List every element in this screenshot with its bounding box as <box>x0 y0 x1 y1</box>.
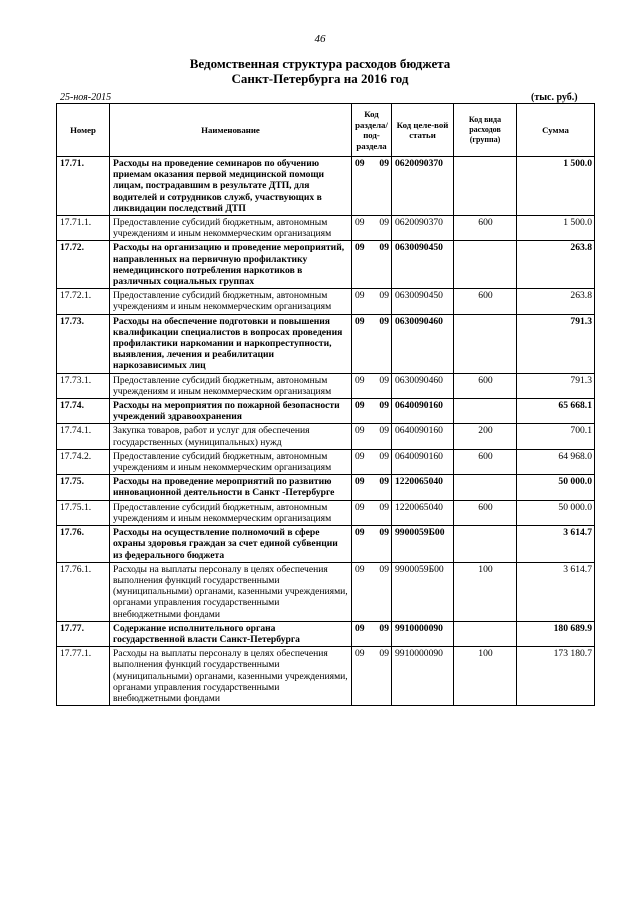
row-sum: 64 968.0 <box>517 449 595 474</box>
table-row <box>57 314 595 373</box>
row-sum: 263.8 <box>517 241 595 289</box>
row-target-code: 0630090460 <box>392 373 454 398</box>
row-section-code: 09 <box>355 217 365 229</box>
row-number: 17.73.1. <box>57 373 110 398</box>
row-section-code: 09 <box>355 242 365 254</box>
row-section <box>352 526 392 563</box>
row-name: Предоставление субсидий бюджетным, автономным учреждениям и иным некоммерческим организациям <box>110 449 352 474</box>
header-sum: Сумма <box>517 104 595 157</box>
row-section <box>352 562 392 621</box>
row-section-code: 09 <box>355 290 365 302</box>
row-name: Расходы на осуществление полномочий в сфере охраны здоровья граждан за счет единой субвенции из федерального бюджета <box>110 526 352 563</box>
row-name: Предоставление субсидий бюджетным, автономным учреждениям и иным некоммерческим организациям <box>110 289 352 314</box>
row-subsection-code: 09 <box>379 400 389 412</box>
row-subsection-code: 09 <box>379 450 389 462</box>
row-sum: 263.8 <box>517 289 595 314</box>
row-name: Расходы на организацию и проведение мероприятий, направленных на первичную профилактику немедицинского потребления наркотиков в различных социальных группах <box>110 241 352 289</box>
row-kind-code <box>454 475 517 500</box>
row-kind-code <box>454 526 517 563</box>
row-section <box>352 289 392 314</box>
row-name: Расходы на выплаты персоналу в целях обеспечения выполнения функций государственными (муниципальными) органами, казенными учреждениями, органами управления государственными внебюджетными фондами <box>110 647 352 706</box>
row-subsection-code: 09 <box>379 315 389 327</box>
row-subsection-code: 09 <box>379 501 389 513</box>
row-number: 17.72.1. <box>57 289 110 314</box>
table-row <box>57 647 595 706</box>
row-number: 17.75. <box>57 475 110 500</box>
row-subsection-code: 09 <box>379 290 389 302</box>
row-sum: 1 500.0 <box>517 216 595 241</box>
row-name: Расходы на проведение мероприятий по развитию инновационной деятельности в Санкт -Петербурге <box>110 475 352 500</box>
row-sum: 173 180.7 <box>517 647 595 706</box>
row-section <box>352 241 392 289</box>
row-kind-code: 100 <box>454 562 517 621</box>
row-sum: 791.3 <box>517 373 595 398</box>
row-name: Содержание исполнительного органа государственной власти Санкт-Петербурга <box>110 621 352 646</box>
table-row <box>57 399 595 424</box>
row-section-code: 09 <box>355 648 365 660</box>
table-row <box>57 289 595 314</box>
row-target-code: 1220065040 <box>392 475 454 500</box>
row-kind-code <box>454 241 517 289</box>
row-section <box>352 399 392 424</box>
row-subsection-code: 09 <box>379 476 389 488</box>
row-target-code: 9910000090 <box>392 647 454 706</box>
budget-table <box>56 103 595 706</box>
row-name: Расходы на выплаты персоналу в целях обеспечения выполнения функций государственными (муниципальными) органами, казенными учреждениями, органами управления государственными внебюджетными фондами <box>110 562 352 621</box>
row-name: Расходы на проведение семинаров по обучению приемам оказания первой медицинской помощи лицам, пострадавшим в результате ДТП, для водителей и сотрудников служб, участвующих в ликвидации последствий ДТП <box>110 157 352 216</box>
row-section-code: 09 <box>355 527 365 539</box>
row-target-code: 9900059Б00 <box>392 562 454 621</box>
row-section-code: 09 <box>355 158 365 169</box>
row-number: 17.74.2. <box>57 449 110 474</box>
table-row <box>57 449 595 474</box>
row-number: 17.75.1. <box>57 500 110 525</box>
row-target-code: 0630090450 <box>392 289 454 314</box>
header-kind: Код вида расходов (группа) <box>454 104 517 157</box>
table-header-row <box>57 104 595 157</box>
row-section <box>352 373 392 398</box>
document-date: 25-ноя-2015 <box>60 92 112 103</box>
header-target: Код целе-вой статьи <box>392 104 454 157</box>
row-number: 17.71. <box>57 157 110 216</box>
row-number: 17.74. <box>57 399 110 424</box>
row-target-code: 9910000090 <box>392 621 454 646</box>
row-section <box>352 157 392 216</box>
units-label: (тыс. руб.) <box>531 92 578 103</box>
row-name: Предоставление субсидий бюджетным, автономным учреждениям и иным некоммерческим организациям <box>110 373 352 398</box>
table-row <box>57 562 595 621</box>
title-line-2: Санкт-Петербурга на 2016 год <box>231 71 409 86</box>
row-section-code: 09 <box>355 374 365 386</box>
table-row <box>57 621 595 646</box>
row-section-code: 09 <box>355 563 365 575</box>
row-section <box>352 500 392 525</box>
row-subsection-code: 09 <box>379 425 389 437</box>
row-section-code: 09 <box>355 315 365 327</box>
row-kind-code: 600 <box>454 449 517 474</box>
page-number: 46 <box>314 33 326 45</box>
header-number: Номер <box>57 104 110 157</box>
row-kind-code: 200 <box>454 424 517 449</box>
row-subsection-code: 09 <box>379 242 389 254</box>
row-section <box>352 621 392 646</box>
row-kind-code: 600 <box>454 500 517 525</box>
row-section <box>352 314 392 373</box>
row-section-code: 09 <box>355 622 365 634</box>
row-section <box>352 216 392 241</box>
row-name: Расходы на обеспечение подготовки и повышения квалификации специалистов в вопросах проведения профилактики наркомании и наркопреступности, выявления, лечения и реабилитации наркозависимых лиц <box>110 314 352 373</box>
row-kind-code <box>454 314 517 373</box>
row-subsection-code: 09 <box>379 648 389 660</box>
row-target-code: 9900059Б00 <box>392 526 454 563</box>
table-row <box>57 241 595 289</box>
row-number: 17.73. <box>57 314 110 373</box>
row-kind-code <box>454 157 517 216</box>
row-sum: 791.3 <box>517 314 595 373</box>
row-name: Предоставление субсидий бюджетным, автономным учреждениям и иным некоммерческим организациям <box>110 216 352 241</box>
row-kind-code: 600 <box>454 373 517 398</box>
row-kind-code <box>454 621 517 646</box>
row-kind-code <box>454 399 517 424</box>
row-subsection-code: 09 <box>379 158 389 169</box>
table-row <box>57 157 595 216</box>
row-number: 17.76. <box>57 526 110 563</box>
row-sum: 1 500.0 <box>517 157 595 216</box>
row-section-code: 09 <box>355 476 365 488</box>
row-section <box>352 424 392 449</box>
header-name: Наименование <box>110 104 352 157</box>
row-target-code: 0620090370 <box>392 216 454 241</box>
row-kind-code: 600 <box>454 289 517 314</box>
row-number: 17.74.1. <box>57 424 110 449</box>
row-target-code: 0640090160 <box>392 399 454 424</box>
row-name: Расходы на мероприятия по пожарной безопасности учреждений здравоохранения <box>110 399 352 424</box>
row-sum: 65 668.1 <box>517 399 595 424</box>
row-number: 17.77. <box>57 621 110 646</box>
row-section-code: 09 <box>355 400 365 412</box>
row-sum: 180 689.9 <box>517 621 595 646</box>
row-section <box>352 449 392 474</box>
row-name: Закупка товаров, работ и услуг для обеспечения государственных (муниципальных) нужд <box>110 424 352 449</box>
row-target-code: 0640090160 <box>392 449 454 474</box>
title-line-1: Ведомственная структура расходов бюджета <box>189 56 451 71</box>
table-row <box>57 526 595 563</box>
row-section-code: 09 <box>355 425 365 437</box>
row-number: 17.72. <box>57 241 110 289</box>
table-row <box>57 424 595 449</box>
table-row <box>57 373 595 398</box>
row-number: 17.77.1. <box>57 647 110 706</box>
row-subsection-code: 09 <box>379 527 389 539</box>
row-sum: 700.1 <box>517 424 595 449</box>
row-section <box>352 475 392 500</box>
row-sum: 50 000.0 <box>517 475 595 500</box>
row-sum: 3 614.7 <box>517 526 595 563</box>
row-kind-code: 100 <box>454 647 517 706</box>
row-subsection-code: 09 <box>379 622 389 634</box>
row-sum: 3 614.7 <box>517 562 595 621</box>
row-sum: 50 000.0 <box>517 500 595 525</box>
row-target-code: 0630090450 <box>392 241 454 289</box>
row-section-code: 09 <box>355 501 365 513</box>
row-target-code: 1220065040 <box>392 500 454 525</box>
table-body <box>57 157 595 706</box>
table-row <box>57 216 595 241</box>
row-subsection-code: 09 <box>379 563 389 575</box>
row-section <box>352 647 392 706</box>
row-subsection-code: 09 <box>379 374 389 386</box>
row-name: Предоставление субсидий бюджетным, автономным учреждениям и иным некоммерческим организациям <box>110 500 352 525</box>
row-number: 17.71.1. <box>57 216 110 241</box>
row-kind-code: 600 <box>454 216 517 241</box>
table-row <box>57 475 595 500</box>
row-target-code: 0620090370 <box>392 157 454 216</box>
header-section: Код раздела/ под-раздела <box>352 104 392 157</box>
row-subsection-code: 09 <box>379 217 389 229</box>
row-section-code: 09 <box>355 450 365 462</box>
row-target-code: 0640090160 <box>392 424 454 449</box>
row-number: 17.76.1. <box>57 562 110 621</box>
row-target-code: 0630090460 <box>392 314 454 373</box>
document-title <box>0 56 640 86</box>
table-row <box>57 500 595 525</box>
